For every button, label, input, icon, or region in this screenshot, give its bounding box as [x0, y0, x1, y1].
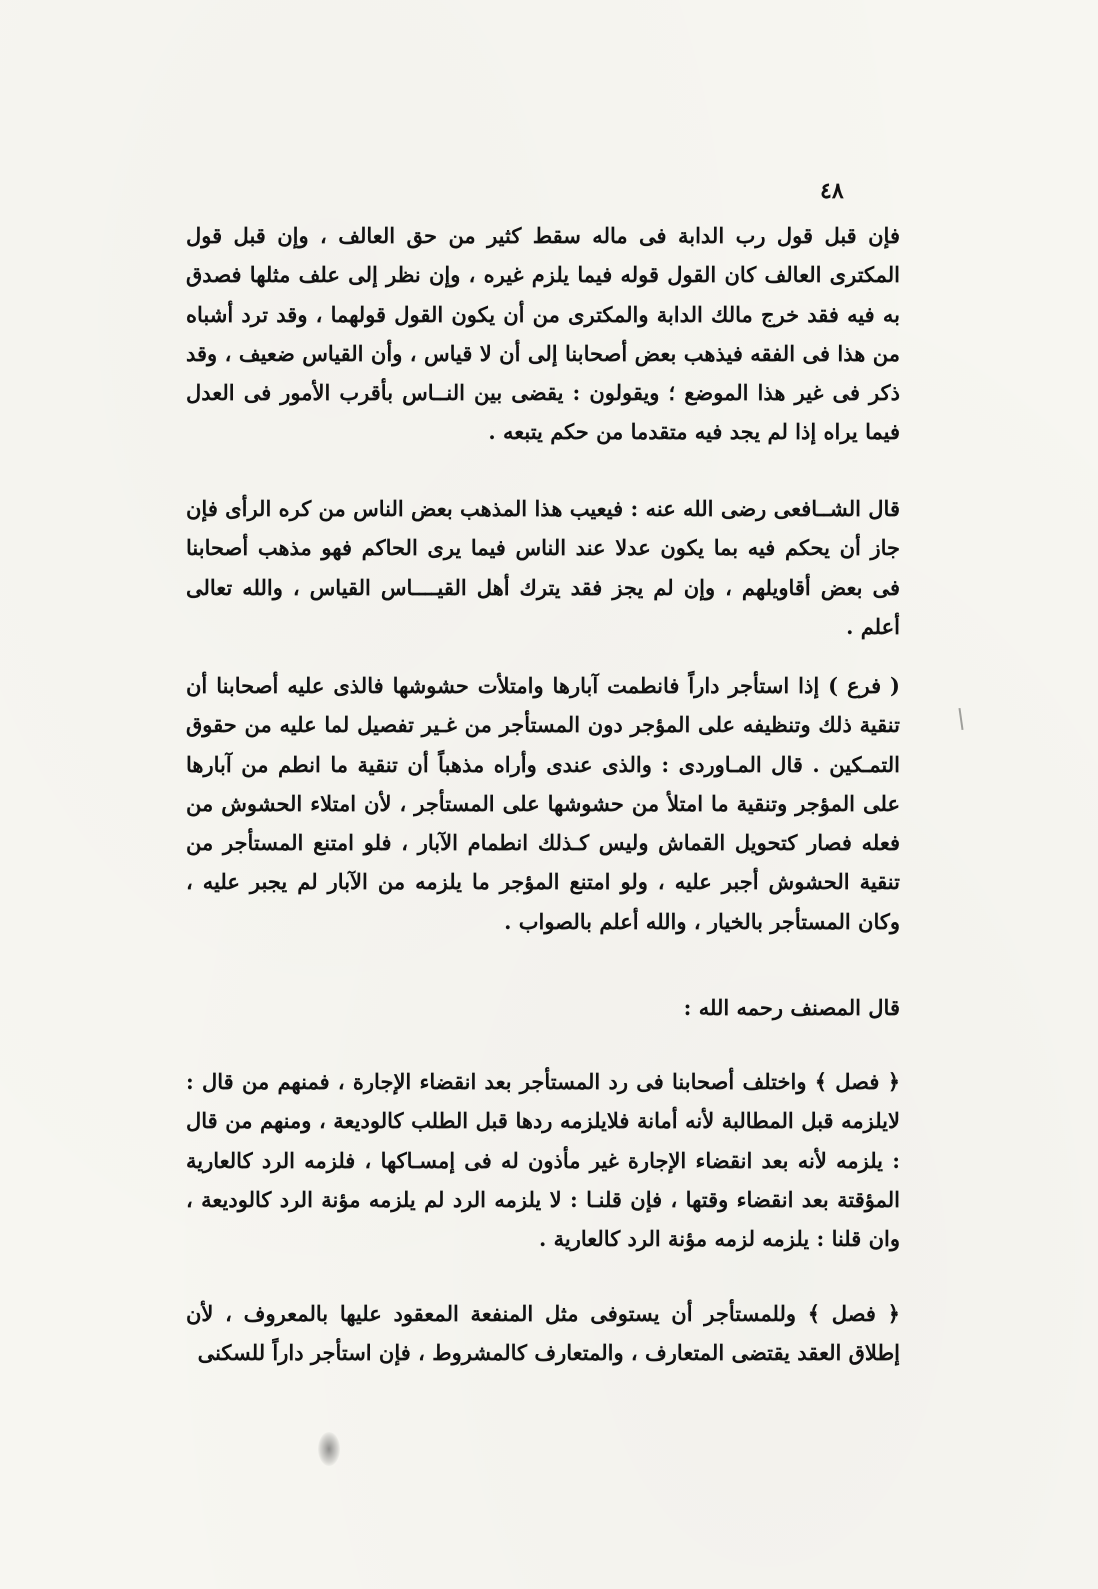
- page-number: ٤٨: [820, 178, 844, 204]
- paragraph-2: قال الشــافعى رضى الله عنه : فيعيب هذا المذهب بعض الناس من كره الرأى فإن جاز أن يحكم فيه بما يكون عدلا عند الناس فيما يرى الحاكم فهو مذهب أصحابنا فى بعض أقاويلهم ، وإن لم يجز فقد يترك أهل القيــــاس القياس ، والله تعالى أعلم .: [186, 496, 900, 639]
- section-heading: قال المصنف رحمه الله :: [683, 995, 900, 1020]
- ink-speck: [318, 1432, 340, 1466]
- margin-mark: [958, 708, 963, 730]
- section-2: ﴿ فصل ﴾ وللمستأجر أن يستوفى مثل المنفعة المعقود عليها بالمعروف ، لأن إطلاق العقد يقتضى المتعارف ، والمتعارف كالمشروط ، فإن استأجر داراً للسكنى: [186, 1301, 900, 1366]
- section-1: ﴿ فصل ﴾ واختلف أصحابنا فى رد المستأجر بعد انقضاء الإجارة ، فمنهم من قال : لايلزمه قبل المطالبة لأنه أمانة فلايلزمه ردها قبل الطلب كالوديعة ، ومنهم من قال : يلزمه لأنه بعد انقضاء الإجارة غير مأذون له فى إمسـاكها ، فلزمه الرد كالعارية المؤقتة بعد انقضاء وقتها ، فإن قلنـا : لا يلزمه الرد لم يلزمه مؤنة الرد كالوديعة ، وان قلنا : يلزمه لزمه مؤنة الرد كالعارية .: [186, 1069, 900, 1252]
- paragraph-3: ( فرع ) إذا استأجر داراً فانطمت آبارها وامتلأت حشوشها فالذى عليه أصحابنا أن تنقية ذلك وتنظيفه على المؤجر دون المستأجر من غـير تفصيل لما عليه من حقوق التمـكين . قال المـاوردى : والذى عندى وأراه مذهباً أن تنقية ما انطم من آبارها على المؤجر وتنقية ما امتلأ من حشوشها على المستأجر ، لأن امتلاء الحشوش من فعله فصار كتحويل القماش وليس كـذلك انطمام الآبار ، فلو امتنع المستأجر من تنقية الحشوش أجبر عليه ، ولو امتنع المؤجر ما يلزمه من الآبار لم يجبر عليه ، وكان المستأجر بالخيار ، والله أعلم بالصواب .: [186, 673, 900, 934]
- paragraph-1: فإن قبل قول رب الدابة فى ماله سقط كثير من حق العالف ، وإن قبل قول المكترى العالف كان القول قوله فيما يلزم غيره ، وإن نظر إلى علف مثلها فصدق به فيه فقد خرج مالك الدابة والمكترى من أن يكون القول قولهما ، وقد ترد أشباه من هذا فى الفقه فيذهب بعض أصحابنا إلى أن لا قياس ، وأن القياس ضعيف ، وقد ذكر فى غير هذا الموضع ؛ ويقولون : يقضى بين النــاس بأقرب الأمور فى العدل فيما يراه إذا لم يجد فيه متقدما من حكم يتبعه .: [186, 223, 900, 445]
